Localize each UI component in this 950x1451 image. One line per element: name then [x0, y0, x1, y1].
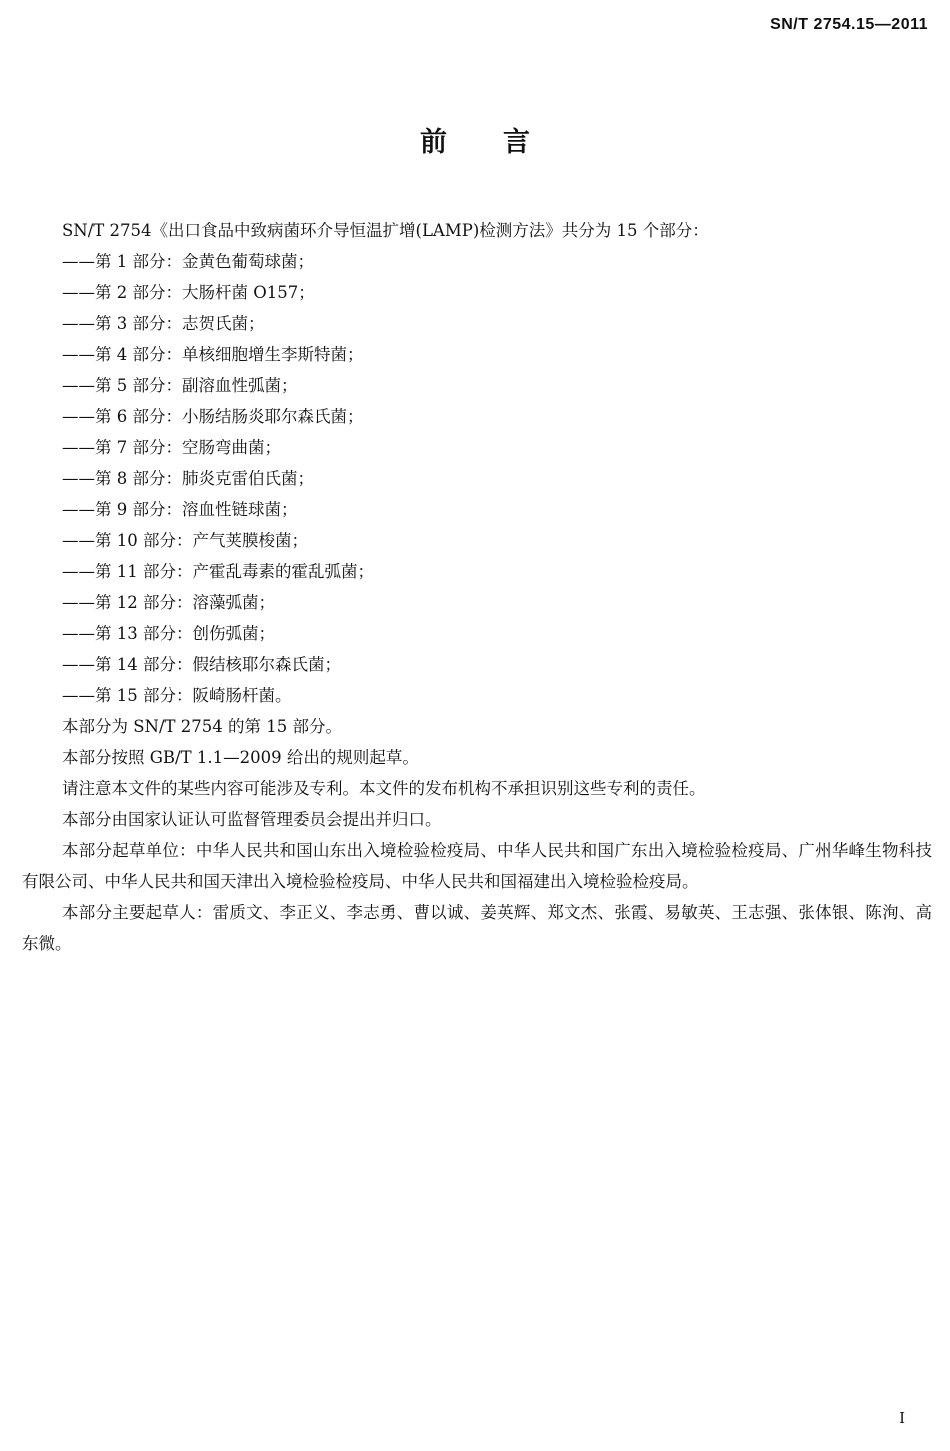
part-item: ——第 4 部分：单核细胞增生李斯特菌； — [62, 345, 364, 364]
statement-proposer: 本部分由国家认证认可监督管理委员会提出并归口。 — [62, 810, 442, 829]
part-item: ——第 14 部分：假结核耶尔森氏菌； — [62, 655, 341, 674]
standard-number: SN/T 2754.15—2011 — [770, 16, 928, 33]
part-item: ——第 15 部分：阪崎肠杆菌。 — [62, 686, 292, 705]
page-title: 前言 — [420, 127, 586, 158]
part-item: ——第 6 部分：小肠结肠炎耶尔森氏菌； — [62, 407, 364, 426]
statement-drafting-rules: 本部分按照 GB/T 1.1—2009 给出的规则起草。 — [62, 748, 419, 767]
statement-patent-notice: 请注意本文件的某些内容可能涉及专利。本文件的发布机构不承担识别这些专利的责任。 — [62, 779, 706, 798]
statement-drafting-units: 本部分起草单位：中华人民共和国山东出入境检验检疫局、中华人民共和国广东出入境检验检疫局、广州华峰生物科技有限公司、中华人民共和国天津出入境检验检疫局、中华人民共和国福建出入境检验检疫局。 — [22, 841, 932, 891]
part-item: ——第 3 部分：志贺氏菌； — [62, 314, 265, 333]
statement-drafters: 本部分主要起草人：雷质文、李正义、李志勇、曹以诚、姜英辉、郑文杰、张霞、易敏英、王志强、张体银、陈洵、高东微。 — [22, 903, 932, 953]
part-item: ——第 10 部分：产气荚膜梭菌； — [62, 531, 308, 550]
statement-part-number: 本部分为 SN/T 2754 的第 15 部分。 — [62, 717, 343, 736]
part-item: ——第 9 部分：溶血性链球菌； — [62, 500, 298, 519]
part-item: ——第 8 部分：肺炎克雷伯氏菌； — [62, 469, 314, 488]
intro-paragraph: SN/T 2754《出口食品中致病菌环介导恒温扩增(LAMP)检测方法》共分为 15 个部分： — [62, 221, 709, 240]
part-item: ——第 11 部分：产霍乱毒素的霍乱弧菌； — [62, 562, 374, 581]
part-item: ——第 13 部分：创伤弧菌； — [62, 624, 275, 643]
page-number: I — [899, 1409, 905, 1427]
part-item: ——第 12 部分：溶藻弧菌； — [62, 593, 275, 612]
part-item: ——第 7 部分：空肠弯曲菌； — [62, 438, 281, 457]
foreword-body — [22, 215, 932, 959]
part-item: ——第 5 部分：副溶血性弧菌； — [62, 376, 298, 395]
part-item: ——第 1 部分：金黄色葡萄球菌； — [62, 252, 314, 271]
part-item: ——第 2 部分：大肠杆菌 O157； — [62, 283, 315, 302]
